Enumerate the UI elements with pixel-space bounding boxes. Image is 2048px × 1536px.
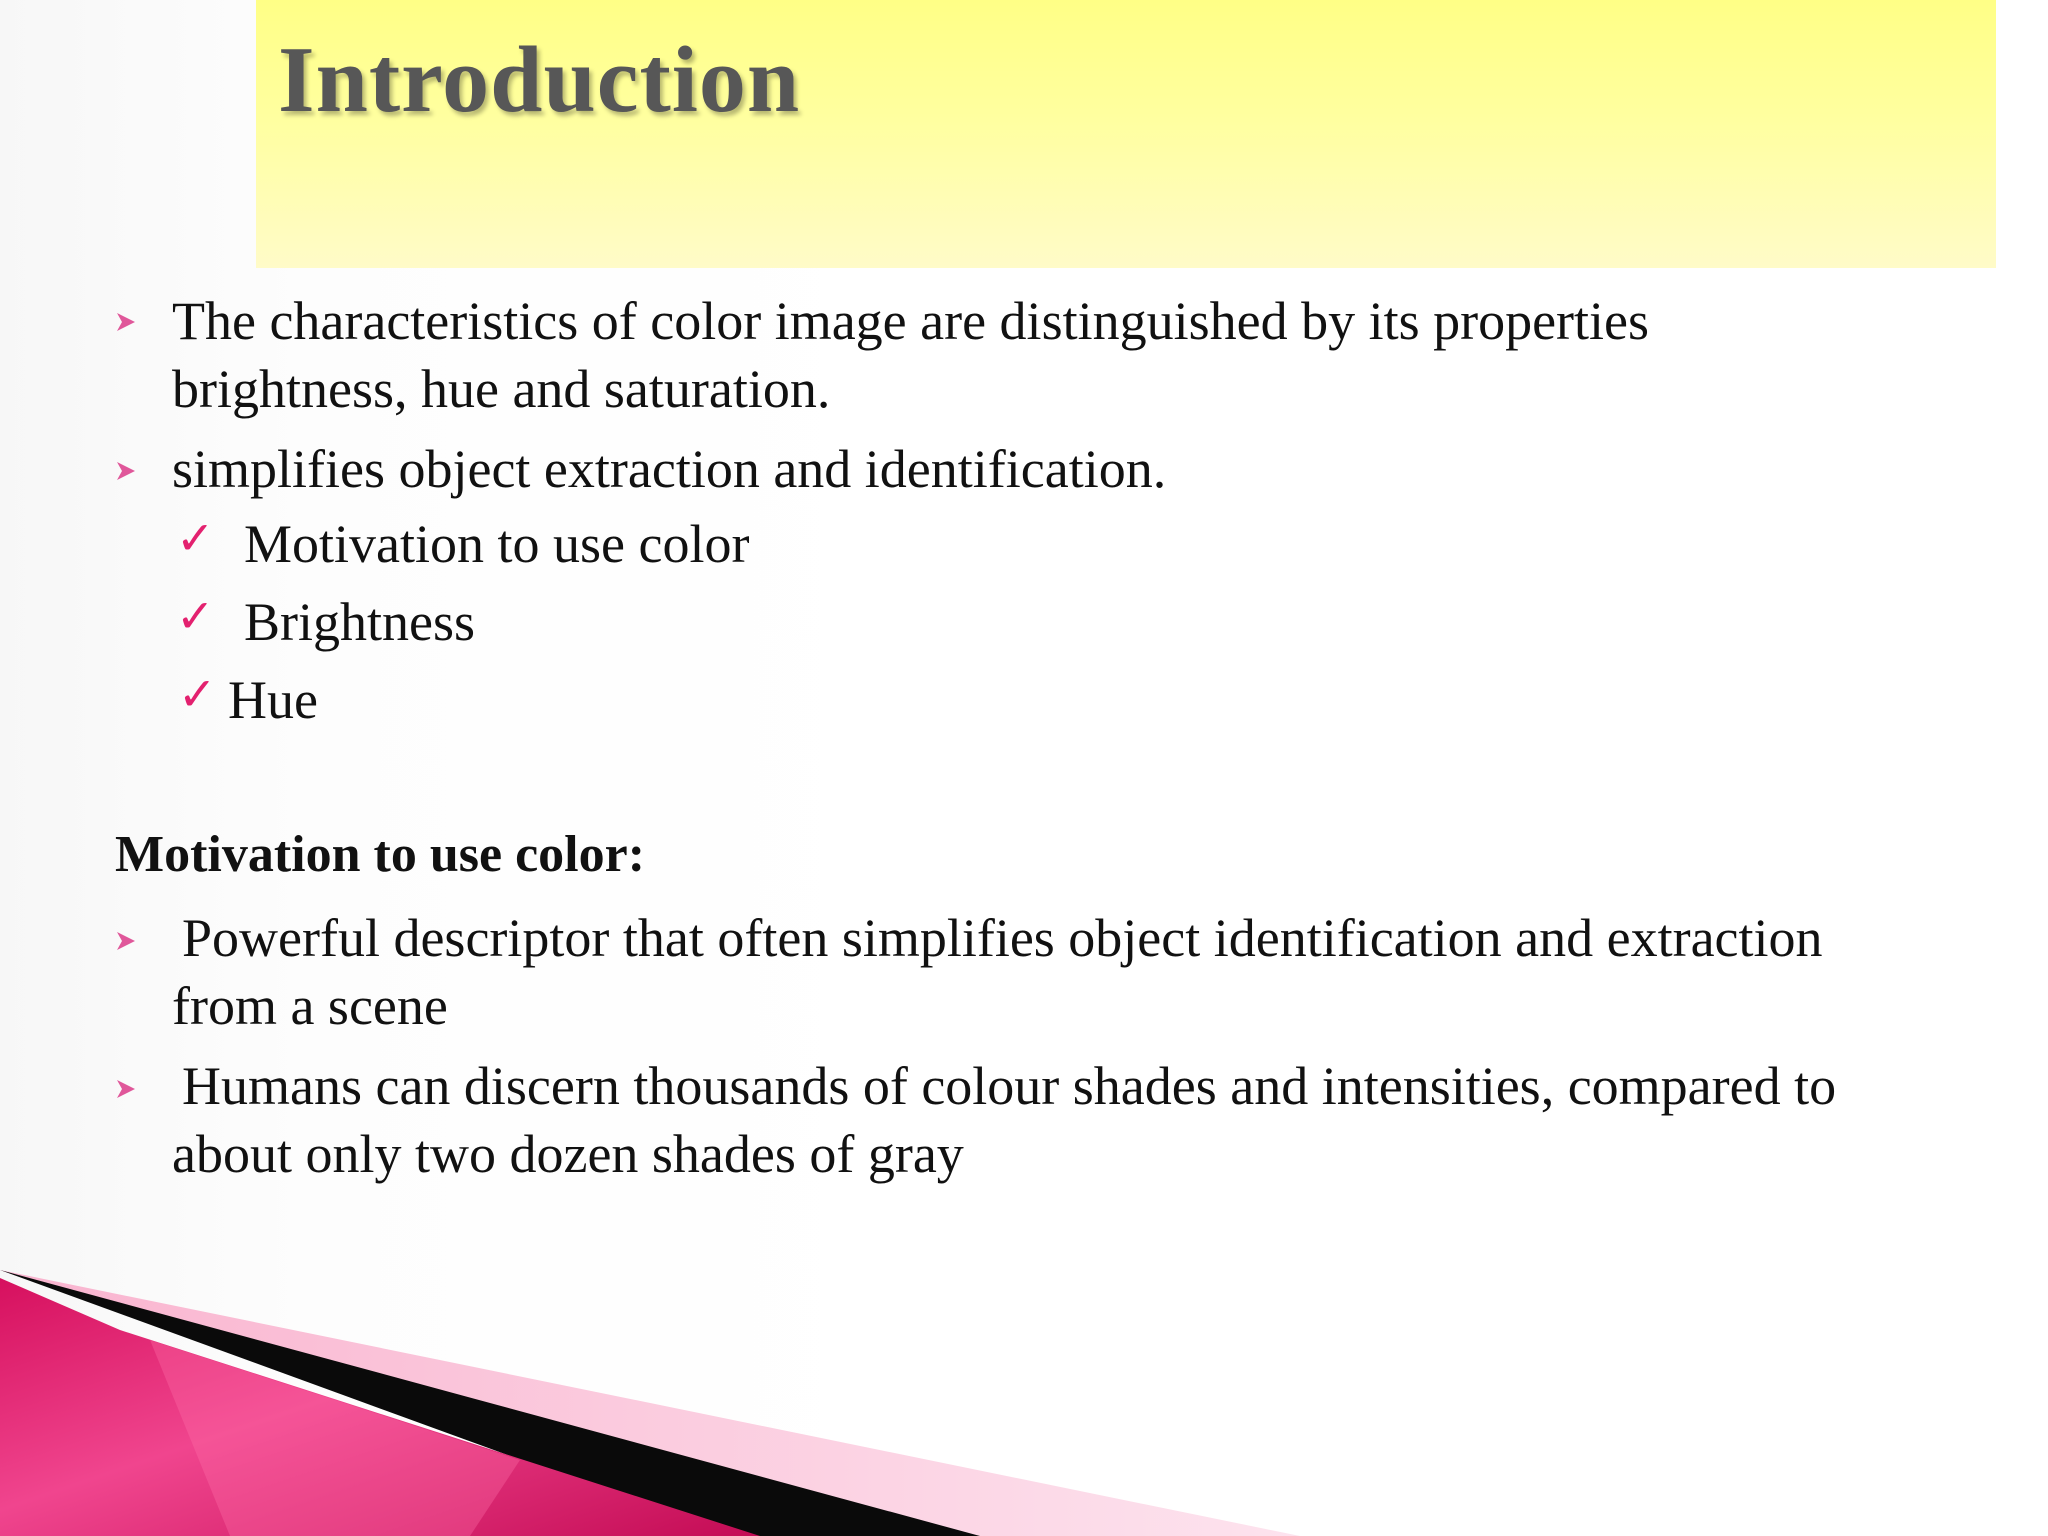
slide-title: Introduction: [278, 28, 801, 132]
decorative-swoosh: [0, 1270, 1300, 1536]
checkmark-icon: ✓: [176, 589, 215, 643]
bullet-1-line-1: The characteristics of color image are distinguished by its properties: [172, 291, 1650, 351]
arrowhead-bullet-icon: [114, 459, 138, 483]
section-heading: Motivation to use color:: [115, 826, 646, 883]
section-bullet-2-line-1: Humans can discern thousands of colour shades and intensities, compared to: [182, 1056, 1837, 1116]
checklist-item-1: Motivation to use color: [244, 514, 750, 574]
section-bullet-1-line-1: Powerful descriptor that often simplifies object identification and extraction: [182, 908, 1823, 968]
section-bullet-2-line-2: about only two dozen shades of gray: [172, 1124, 964, 1184]
bullet-2-line-1: simplifies object extraction and identification.: [172, 439, 1167, 499]
bullet-1-line-2: brightness, hue and saturation.: [172, 359, 831, 419]
arrowhead-bullet-icon: [114, 310, 138, 334]
checklist-item-3: Hue: [228, 670, 318, 730]
checkmark-icon: ✓: [176, 511, 215, 565]
arrowhead-bullet-icon: [114, 1077, 138, 1101]
checkmark-icon: ✓: [178, 667, 217, 721]
section-bullet-1-line-2: from a scene: [172, 976, 448, 1036]
arrowhead-bullet-icon: [114, 929, 138, 953]
checklist-item-2: Brightness: [244, 592, 476, 652]
